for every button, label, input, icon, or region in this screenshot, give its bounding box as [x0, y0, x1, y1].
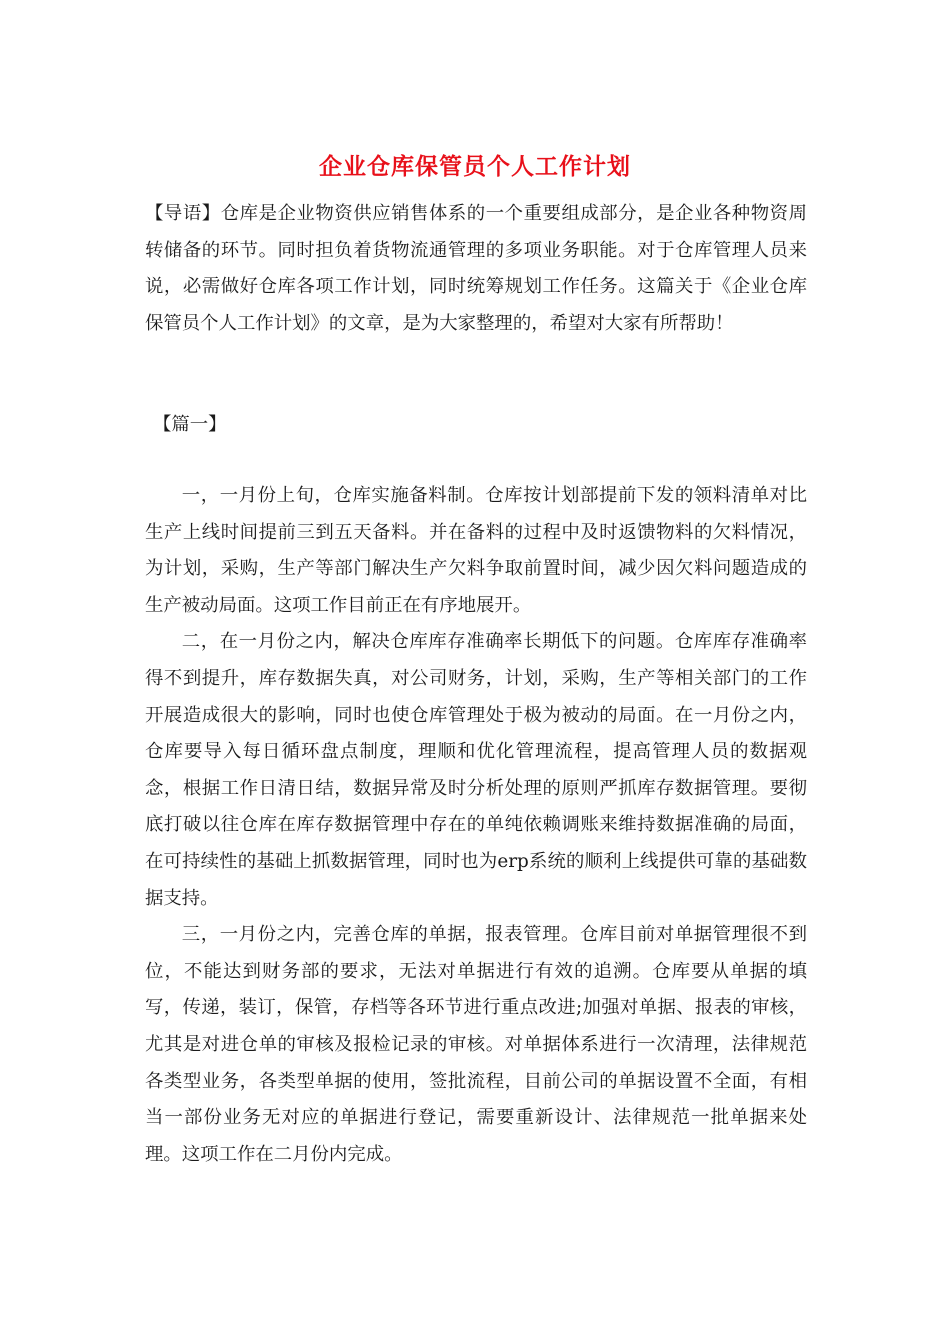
paragraph-1: 一，一月份上旬，仓库实施备料制。仓库按计划部提前下发的领料清单对比生产上线时间提前三到五天备料。并在备料的过程中及时返馈物料的欠料情况，为计划，采购，生产等部门解决生产欠料争取前置时间，减少因欠料问题造成的生产被动局面。这项工作目前正在有序地展开。 — [145, 485, 807, 616]
document-title: 企业仓库保管员个人工作计划 — [319, 153, 631, 180]
intro-paragraph: 【导语】仓库是企业物资供应销售体系的一个重要组成部分，是企业各种物资周转储备的环节。同时担负着货物流通管理的多项业务职能。对于仓库管理人员来说，必需做好仓库各项工作计划，同时统筹规划工作任务。这篇关于《企业仓库保管员个人工作计划》的文章，是为大家整理的，希望对大家有所帮助！ — [145, 203, 807, 334]
document-body — [145, 478, 807, 1173]
paragraph-3: 三，一月份之内，完善仓库的单据，报表管理。仓库目前对单据管理很不到位，不能达到财务部的要求，无法对单据进行有效的追溯。仓库要从单据的填写，传递，装订，保管，存档等各环节进行重点改进;加强对单据、报表的审核，尤其是对进仓单的审核及报检记录的审核。对单据体系进行一次清理，法律规范各类型业务，各类型单据的使用，签批流程，目前公司的单据设置不全面，有相当一部份业务无对应的单据进行登记，需要重新设计、法律规范一批单据来处理。这项工作在二月份内完成。 — [145, 924, 807, 1165]
paragraph-2: 二，在一月份之内，解决仓库库存准确率长期低下的问题。仓库库存准确率得不到提升，库存数据失真，对公司财务，计划，采购，生产等相关部门的工作开展造成很大的影响，同时也使仓库管理处于极为被动的局面。在一月份之内，仓库要导入每日循环盘点制度，理顺和优化管理流程，提高管理人员的数据观念，根据工作日清日结，数据异常及时分析处理的原则严抓库存数据管理。要彻底打破以往仓库在库存数据管理中存在的单纯依赖调账来维持数据准确的局面，在可持续性的基础上抓数据管理，同时也为erp系统的顺利上线提供可靠的基础数据支持。 — [145, 631, 807, 909]
section-label: 【篇一】 — [153, 414, 227, 435]
